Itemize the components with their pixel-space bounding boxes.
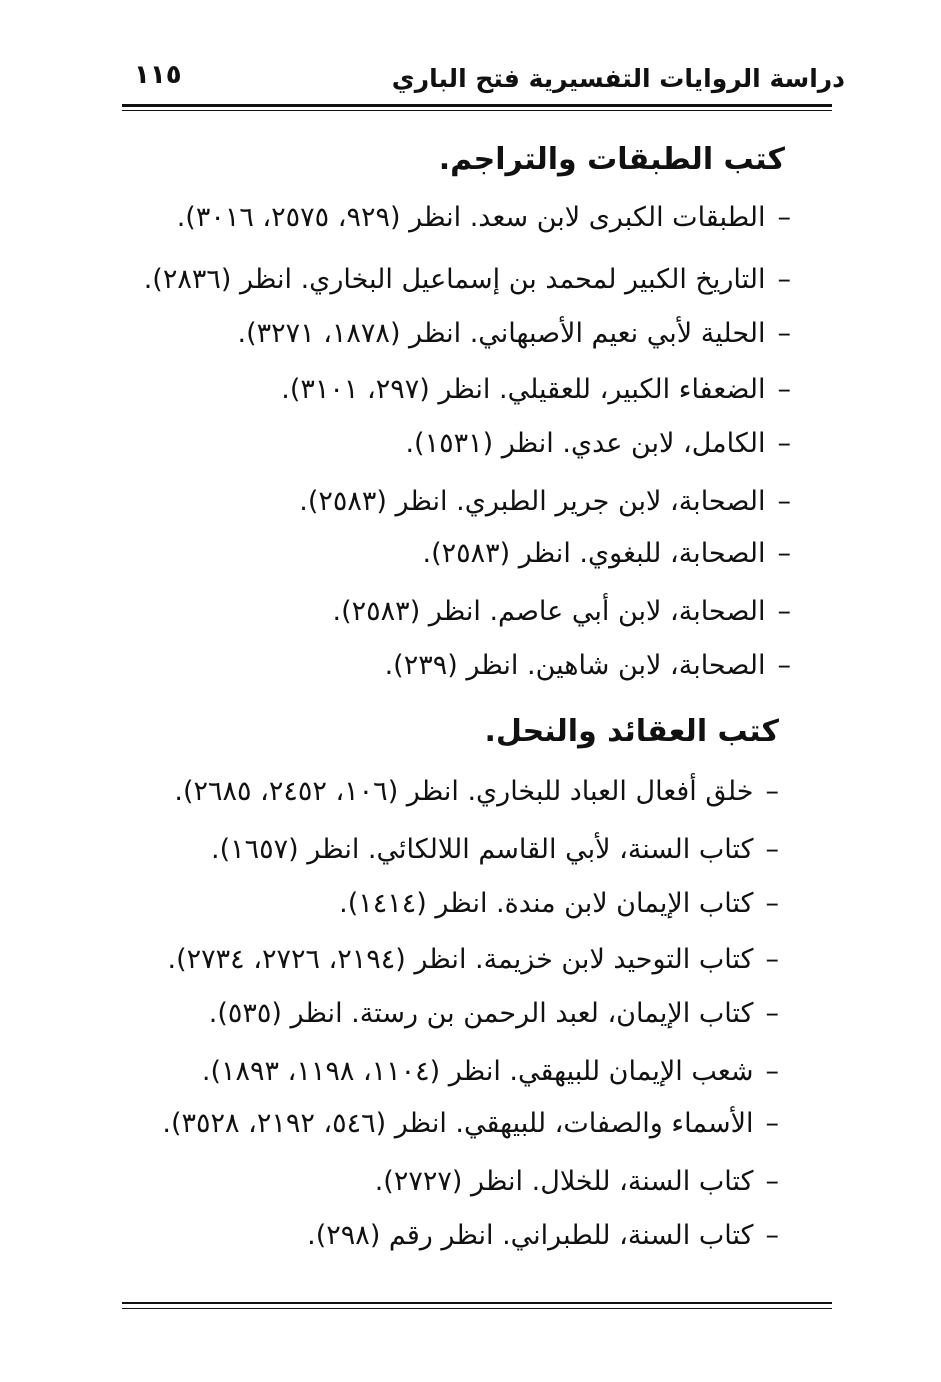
list-item: –الصحابة، لابن جرير الطبري. انظر (٢٥٨٣). bbox=[299, 486, 791, 517]
list-item: –الطبقات الكبرى لابن سعد. انظر (٩٢٩، ٢٥٧٥، ٣٠١٦). bbox=[176, 202, 791, 233]
list-item: –الصحابة، لابن شاهين. انظر (٢٣٩). bbox=[384, 650, 791, 681]
header-rule-thin bbox=[122, 110, 832, 111]
list-item: –كتاب الإيمان لابن مندة. انظر (١٤١٤). bbox=[339, 888, 779, 919]
list-item: –الكامل، لابن عدي. انظر (١٥٣١). bbox=[405, 428, 791, 459]
list-item: –كتاب السنة، لأبي القاسم اللالكائي. انظر (١٦٥٧). bbox=[211, 834, 779, 865]
section-heading: كتب العقائد والنحل. bbox=[484, 714, 779, 749]
list-item: –الأسماء والصفات، للبيهقي. انظر (٥٤٦، ٢١٩٢، ٣٥٢٨). bbox=[162, 1108, 779, 1139]
section-heading: كتب الطبقات والتراجم. bbox=[438, 142, 785, 177]
running-title: دراسة الروايات التفسيرية فتح الباري bbox=[391, 64, 845, 93]
list-item: –الصحابة، للبغوي. انظر (٢٥٨٣). bbox=[422, 538, 791, 569]
list-item: –كتاب السنة، للخلال. انظر (٢٧٢٧). bbox=[374, 1166, 779, 1197]
footer-rule-thin bbox=[122, 1308, 832, 1309]
list-item: –كتاب التوحيد لابن خزيمة. انظر (٢١٩٤، ٢٧٢٦، ٢٧٣٤). bbox=[167, 944, 779, 975]
footer-rule bbox=[122, 1302, 832, 1304]
list-item: –شعب الإيمان للبيهقي. انظر (١١٠٤، ١١٩٨، ١٨٩٣). bbox=[201, 1056, 779, 1087]
list-item: –الحلية لأبي نعيم الأصبهاني. انظر (١٨٧٨، ٣٢٧١). bbox=[237, 318, 791, 349]
list-item: –الضعفاء الكبير، للعقيلي. انظر (٢٩٧، ٣١٠١). bbox=[281, 374, 791, 405]
page-number: ١١٥ bbox=[134, 60, 182, 90]
list-item: –التاريخ الكبير لمحمد بن إسماعيل البخاري. انظر (٢٨٣٦). bbox=[143, 264, 791, 295]
list-item: –خلق أفعال العباد للبخاري. انظر (١٠٦، ٢٤٥٢، ٢٦٨٥). bbox=[174, 776, 779, 807]
list-item: –الصحابة، لابن أبي عاصم. انظر (٢٥٨٣). bbox=[332, 596, 791, 627]
header-rule bbox=[122, 104, 832, 107]
list-item: –كتاب الإيمان، لعبد الرحمن بن رستة. انظر (٥٣٥). bbox=[208, 998, 779, 1029]
list-item: –كتاب السنة، للطبراني. انظر رقم (٢٩٨). bbox=[307, 1220, 779, 1251]
